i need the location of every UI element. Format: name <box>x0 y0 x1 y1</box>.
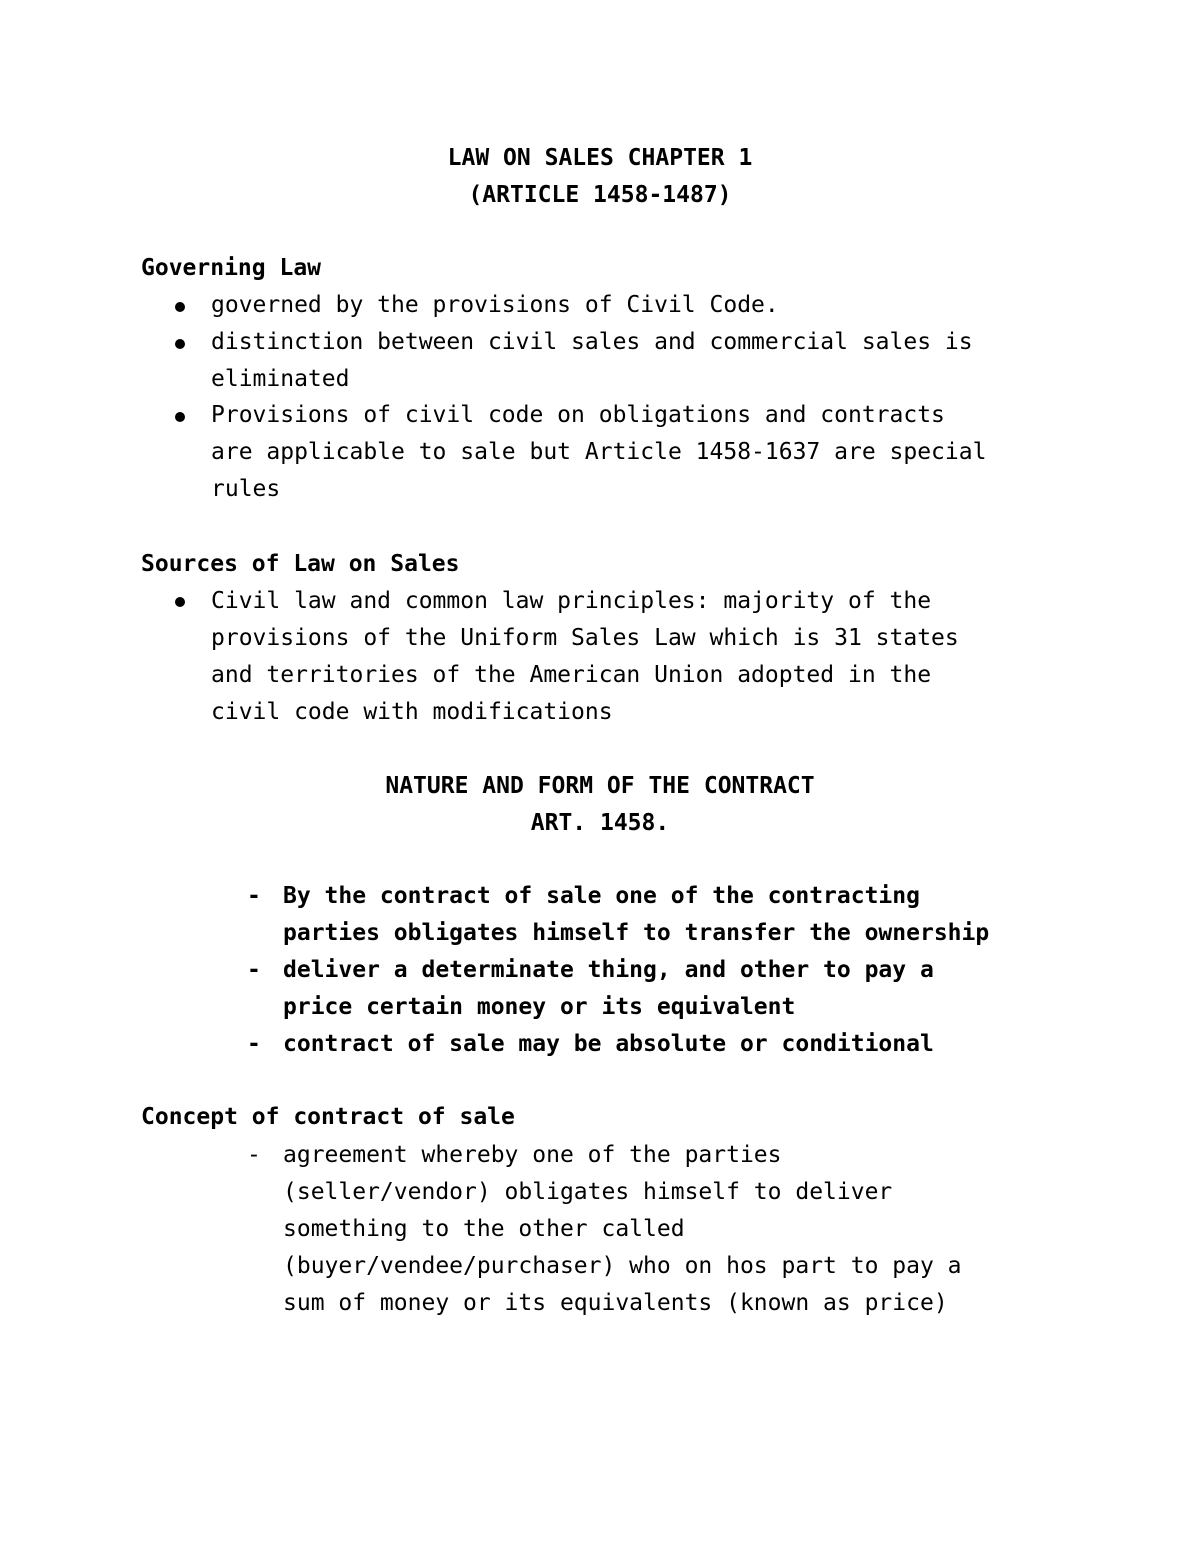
list-item-line: Civil law and common law principles: majority of the <box>211 588 932 614</box>
section-heading-sources: Sources of Law on Sales <box>141 551 460 577</box>
list-item-line: provisions of the Uniform Sales Law which is 31 states <box>211 625 959 651</box>
bullet-icon <box>175 339 185 349</box>
list-item-line: By the contract of sale one of the contracting <box>283 883 920 909</box>
document-title: LAW ON SALES CHAPTER 1 <box>447 145 753 171</box>
section-heading-governing-law: Governing Law <box>141 255 322 281</box>
list-item-line: and territories of the American Union adopted in the <box>211 662 932 688</box>
list-item-line: Provisions of civil code on obligations and contracts <box>211 402 945 428</box>
list-item-line: (buyer/vendee/purchaser) who on hos part to pay a <box>283 1253 962 1279</box>
list-item-line: distinction between civil sales and commercial sales is <box>211 329 973 355</box>
dash-marker: - <box>247 883 261 909</box>
dash-marker: - <box>247 1031 261 1057</box>
section-heading-nature: NATURE AND FORM OF THE CONTRACT <box>385 773 815 799</box>
dash-marker: - <box>247 1142 261 1168</box>
article-number: ART. 1458. <box>530 810 670 836</box>
bullet-icon <box>175 597 185 607</box>
section-heading-concept: Concept of contract of sale <box>141 1104 515 1130</box>
list-item-line: governed by the provisions of Civil Code. <box>211 292 779 318</box>
list-item-line: rules <box>211 476 281 502</box>
dash-marker: - <box>247 957 261 983</box>
list-item-line: something to the other called <box>283 1216 685 1242</box>
bullet-icon <box>175 302 185 312</box>
list-item-line: eliminated <box>211 366 350 392</box>
list-item-line: civil code with modifications <box>211 699 613 725</box>
bullet-icon <box>175 412 185 422</box>
list-item-line: are applicable to sale but Article 1458-1637 are special <box>211 439 987 465</box>
list-item-line: agreement whereby one of the parties <box>283 1142 782 1168</box>
document-subtitle: (ARTICLE 1458-1487) <box>468 182 732 208</box>
list-item-line: (seller/vendor) obligates himself to deliver <box>283 1179 893 1205</box>
list-item-line: sum of money or its equivalents (known as price) <box>283 1290 948 1316</box>
list-item-line: contract of sale may be absolute or conditional <box>283 1031 934 1057</box>
list-item-line: deliver a determinate thing, and other to pay a <box>283 957 934 983</box>
list-item-line: parties obligates himself to transfer the ownership <box>283 920 990 946</box>
list-item-line: price certain money or its equivalent <box>283 994 796 1020</box>
